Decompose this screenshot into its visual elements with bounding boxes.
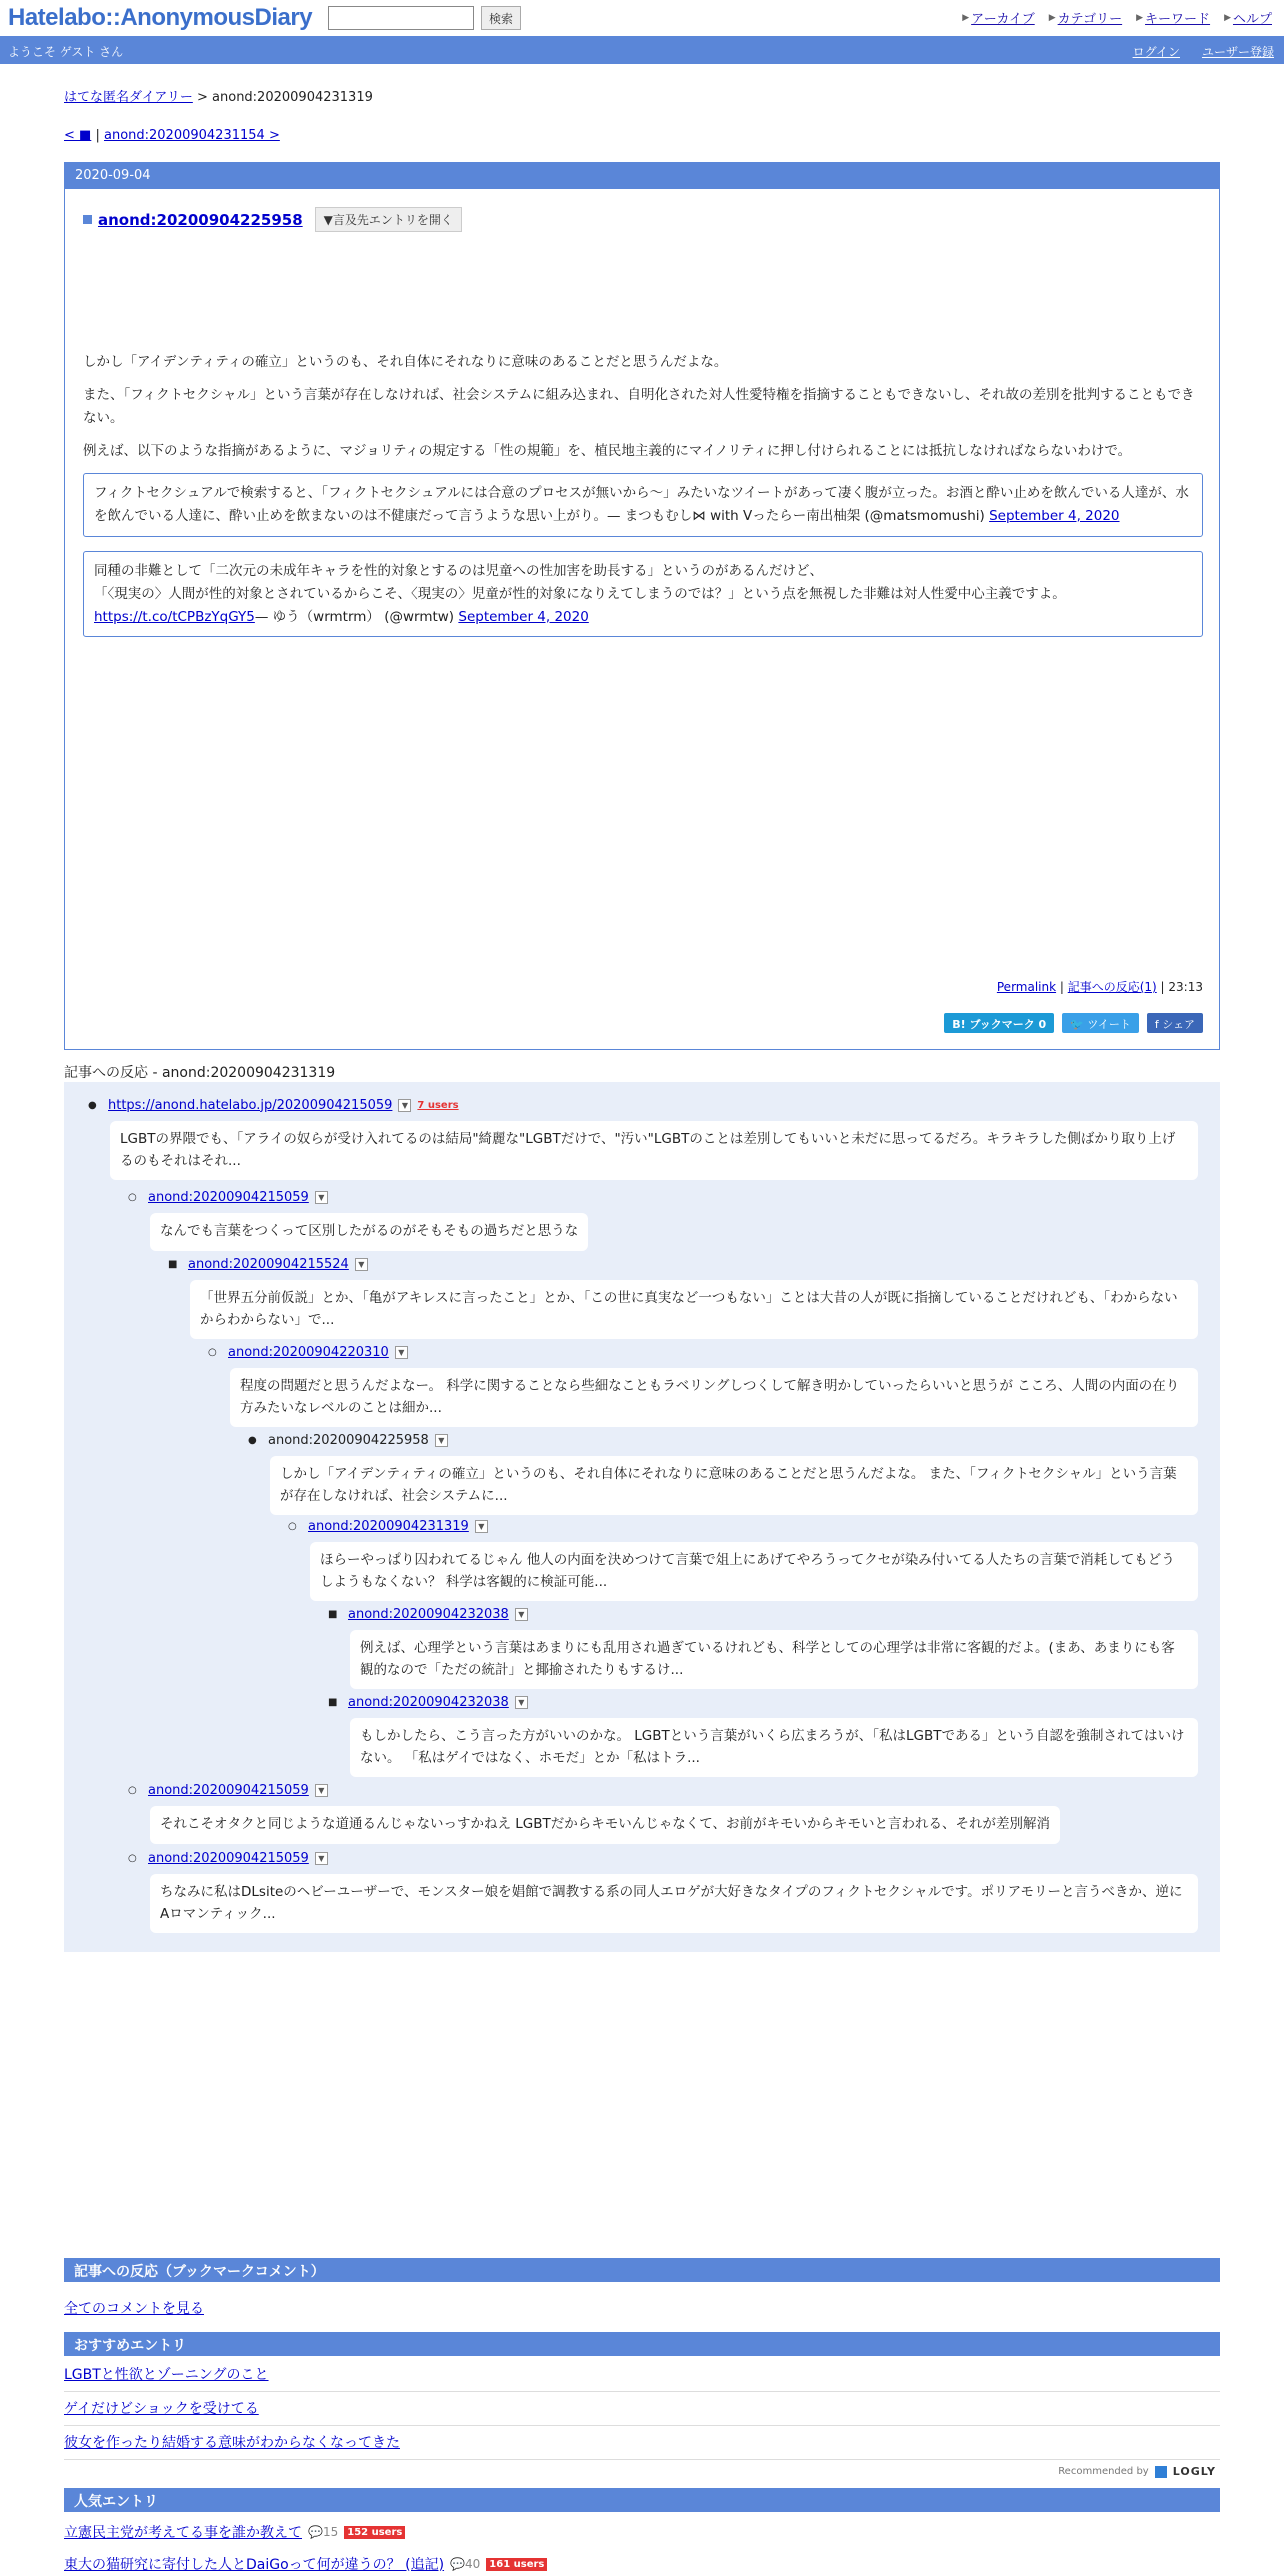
nav-archive[interactable] <box>962 8 1035 27</box>
reaction-link[interactable]: anond:20200904215524 <box>188 1256 349 1272</box>
reaction-item <box>128 1780 1198 1844</box>
reaction-excerpt: LGBTの界隈でも、「アライの奴らが受け入れてるのは結局"綺麗な"LGBTだけで、"汚い"LGBTのことは差別してもいいと未だに思ってるだろ。キラキラした側ばかり取り上げるのもそれはそれ... <box>110 1121 1198 1180</box>
tweet-button[interactable] <box>1062 1013 1139 1033</box>
next-entry-link[interactable]: anond:20200904231154 > <box>103 128 280 143</box>
reaction-link[interactable]: anond:20200904215059 <box>148 1782 309 1798</box>
bullet-icon: ● <box>88 1099 97 1111</box>
bullet-icon: ○ <box>288 1520 297 1532</box>
reactions-panel <box>64 1082 1220 1952</box>
reaction-excerpt: もしかしたら、こう言った方がいいのかな。 LGBTという言葉がいくら広まろうが、「私はLGBTである」という自認を強制されてはいけない。 「私はゲイではなく、ホモだ」とか「私はトラ... <box>350 1718 1198 1777</box>
prev-next-nav <box>64 128 280 143</box>
bullet-icon: ○ <box>128 1852 137 1864</box>
reaction-title: anond:20200904225958 <box>268 1432 429 1448</box>
users-badge[interactable]: 152 users <box>344 2526 405 2539</box>
nav-keyword-link[interactable]: キーワード <box>1145 12 1211 27</box>
tweet-text: フィクトセクシュアルで検索すると、「フィクトセクシュアルには合意のプロセスが無いから～」みたいなツイートがあって凄く腹が立った。お酒と酔い止めを飲んでいる人達が、水を飲んでいる人達に、酔い止めを飲まないのは不健康だって言うような思い上がり。— まつもむし⋈ with Vったらー南出柚架 (@matsmomushi) <box>94 484 1189 524</box>
facebook-icon: f <box>1154 1018 1163 1031</box>
nav-archive-link[interactable]: アーカイブ <box>971 12 1035 27</box>
reaction-link[interactable]: https://anond.hatelabo.jp/20200904215059 <box>108 1097 393 1113</box>
tweet-author: — ゆう（wrmtrm） (@wrmtw) <box>254 608 455 625</box>
recommended-link[interactable]: LGBTと性欲とゾーニングのこと <box>64 2367 269 2383</box>
reaction-link[interactable]: anond:20200904232038 <box>348 1606 509 1622</box>
recommended-heading: おすすめエントリ <box>64 2332 1220 2356</box>
welcome-bar <box>0 36 1284 64</box>
comment-icon: 💬 <box>450 2557 465 2571</box>
recommended-item <box>64 2358 1220 2392</box>
popular-item <box>64 2522 405 2542</box>
users-badge[interactable]: 7 users <box>417 1099 459 1111</box>
dropdown-icon[interactable]: ▼ <box>475 1520 488 1533</box>
search-input[interactable] <box>328 6 474 30</box>
breadcrumb-separator: > <box>196 90 208 105</box>
entry-paragraph: 例えば、以下のような指摘があるように、マジョリティの規定する「性の規範」を、植民地主義的にマイノリティに押し付けられることには抵抗しなければならないわけで。 <box>83 442 1132 459</box>
breadcrumb-current: anond:20200904231319 <box>212 90 373 105</box>
reaction-link[interactable]: anond:20200904220310 <box>228 1344 389 1360</box>
comment-count[interactable] <box>450 2557 480 2571</box>
recommended-item <box>64 2392 1220 2426</box>
entry-footer: Permalink | 記事への反応(1) | 23:13 <box>996 980 1203 994</box>
recommended-link[interactable]: 彼女を作ったり結婚する意味がわからなくなってきた <box>64 2435 400 2451</box>
bullet-icon: ■ <box>328 1696 338 1708</box>
tweet-url-link[interactable]: https://t.co/tCPBzYqGY5 <box>94 608 255 625</box>
triangle-icon: ▶ <box>1136 12 1144 23</box>
reaction-item <box>328 1692 1198 1777</box>
entry-date: 2020-09-04 <box>65 163 1219 189</box>
nav-category[interactable] <box>1049 8 1122 27</box>
facebook-share-button[interactable] <box>1147 1013 1203 1033</box>
bullet-icon: ○ <box>128 1191 137 1203</box>
tweet-date-link[interactable]: September 4, 2020 <box>989 507 1120 524</box>
reactions-link[interactable]: 記事への反応(1) <box>1067 980 1157 994</box>
reaction-item <box>88 1095 1198 1180</box>
site-logo[interactable]: Hatelabo::AnonymousDiary <box>8 4 313 31</box>
reaction-excerpt: なんでも言葉をつくって区別したがるのがそもそもの過ちだと思うな <box>150 1213 588 1251</box>
dropdown-icon[interactable]: ▼ <box>398 1099 411 1112</box>
reaction-excerpt: 例えば、心理学という言葉はあまりにも乱用され過ぎているけれども、科学としての心理学は非常に客観的だよ。(まあ、あまりにも客観的なので「ただの統計」と揶揄されたりもするけ... <box>350 1630 1198 1689</box>
reaction-excerpt: 「世界五分前仮説」とか、「亀がアキレスに言ったこと」とか、「この世に真実など一つもない」ことは大昔の人が既に指摘していることだけれども、「わからないからわからない」で... <box>190 1280 1198 1339</box>
tweet-quote <box>83 551 1203 638</box>
register-link[interactable]: ユーザー登録 <box>1201 45 1274 59</box>
tweet-quote <box>83 473 1203 537</box>
reaction-link[interactable]: anond:20200904215059 <box>148 1850 309 1866</box>
bullet-icon: ○ <box>128 1784 137 1796</box>
dropdown-icon[interactable]: ▼ <box>515 1696 528 1709</box>
reaction-link[interactable]: anond:20200904215059 <box>148 1189 309 1205</box>
comment-count-value: 15 <box>322 2525 339 2539</box>
entry-paragraph: また、「フィクトセクシャル」という言葉が存在しなければ、社会システムに組み込まれ、自明化された対人性愛特権を指摘することもできないし、それ故の差別を批判することもできない。 <box>83 386 1195 426</box>
open-mention-button[interactable]: ▼言及先エントリを開く <box>315 207 462 232</box>
reaction-excerpt: 程度の問題だと思うんだよなー。 科学に関することなら些細なこともラベリングしつくして解き明かしていったらいいと思うが こころ、人間の内面の在り方みたいなレベルのことは細か... <box>230 1368 1198 1427</box>
logly-logo-icon <box>1155 2466 1167 2478</box>
nav-category-link[interactable]: カテゴリー <box>1057 12 1123 27</box>
popular-link[interactable]: 立憲民主党が考えてる事を誰か教えて <box>64 2525 302 2541</box>
nav-keyword[interactable] <box>1136 8 1210 27</box>
dropdown-icon[interactable]: ▼ <box>435 1434 448 1447</box>
entry-title-row <box>83 207 462 232</box>
recommended-link[interactable]: ゲイだけどショックを受けてる <box>64 2401 259 2417</box>
twitter-icon: 🐦 <box>1070 1018 1088 1031</box>
hatena-bookmark-button[interactable]: B! ブックマーク 0 <box>944 1013 1054 1033</box>
logly-logo-text[interactable]: LOGLY <box>1172 2465 1216 2478</box>
reaction-excerpt: ほらーやっぱり囚われてるじゃん 他人の内面を決めつけて言葉で俎上にあげてやろうってクセが染み付いてる人たちの言葉で消耗してもどうしようもなくない？ 科学は客観的に検証可能... <box>310 1542 1198 1601</box>
reaction-item <box>328 1604 1198 1689</box>
square-icon <box>83 215 92 224</box>
users-badge[interactable]: 161 users <box>486 2558 547 2571</box>
dropdown-icon[interactable]: ▼ <box>315 1852 328 1865</box>
bookmark-comments-heading: 記事への反応（ブックマークコメント） <box>64 2258 1220 2282</box>
bullet-icon: ■ <box>168 1258 178 1270</box>
nav-help-link[interactable]: ヘルプ <box>1232 12 1272 27</box>
share-buttons <box>944 1013 1203 1033</box>
top-header <box>0 0 1284 36</box>
triangle-icon: ▶ <box>1224 12 1231 23</box>
tweet-label: ツイート <box>1087 1018 1131 1031</box>
account-links <box>1133 43 1274 60</box>
breadcrumb <box>64 86 373 105</box>
dropdown-icon[interactable]: ▼ <box>315 1784 328 1797</box>
entry-title-link[interactable]: anond:20200904225958 <box>98 210 303 229</box>
triangle-icon: ▶ <box>1048 12 1056 23</box>
reaction-item <box>128 1848 1198 1933</box>
nav-help[interactable] <box>1224 8 1272 27</box>
reaction-item <box>208 1342 1198 1427</box>
popular-heading: 人気エントリ <box>64 2488 1220 2512</box>
all-comments-link[interactable]: 全てのコメントを見る <box>64 2301 204 2317</box>
reaction-link[interactable]: anond:20200904232038 <box>348 1694 509 1710</box>
top-nav <box>962 8 1272 27</box>
reaction-item <box>128 1187 1198 1251</box>
tweet-text: 「〈現実の〉人間が性的対象とされているからこそ、〈現実の〉児童が性的対象になりえてしまうのでは？」という点を無視した非難は対人性愛中心主義ですよ。 <box>94 585 1066 602</box>
reaction-item <box>168 1254 1198 1339</box>
prev-next-separator: | <box>95 128 100 143</box>
reaction-excerpt: しかし「アイデンティティの確立」というのも、それ自体にそれなりに意味のあることだと思うんだよな。 また、「フィクトセクシャル」という言葉が存在しなければ、社会システムに... <box>270 1456 1198 1515</box>
recommended-by-label: Recommended by <box>1058 2466 1149 2477</box>
bullet-icon: ● <box>248 1434 257 1446</box>
bullet-icon: ○ <box>208 1346 217 1358</box>
prev-entry-link[interactable]: < ■ <box>64 128 92 143</box>
dropdown-icon[interactable]: ▼ <box>395 1346 408 1359</box>
tweet-text: 同種の非難として「二次元の未成年キャラを性的対象とするのは児童への性加害を助長する」というのがあるんだけど、 <box>94 562 823 579</box>
entry-body <box>83 351 1203 651</box>
reaction-item <box>288 1516 1198 1601</box>
comment-count-value: 40 <box>465 2557 481 2571</box>
triangle-icon: ▶ <box>962 12 970 23</box>
entry-title <box>83 211 303 229</box>
entry-time: 23:13 <box>1168 980 1203 994</box>
popular-link[interactable]: 東大の猫研究に寄付した人とDaiGoって何が違うの？ (追記) <box>64 2557 445 2573</box>
entry-box <box>64 162 1220 1050</box>
reaction-excerpt: それこそオタクと同じような道通るんじゃないっすかねえ LGBTだからキモいんじゃなくて、お前がキモいからキモいと言われる、それが差別解消 <box>150 1806 1060 1844</box>
popular-item <box>64 2554 547 2574</box>
reaction-link[interactable]: anond:20200904231319 <box>308 1518 469 1534</box>
dropdown-icon[interactable]: ▼ <box>355 1258 368 1271</box>
search-button[interactable]: 検索 <box>481 6 521 30</box>
comment-count[interactable] <box>308 2525 338 2539</box>
reaction-excerpt: ちなみに私はDLsiteのヘビーユーザーで、モンスター娘を娼館で調教する系の同人エロゲが大好きなタイプのフィクトセクシャルです。ポリアモリーと言うべきか、逆にAロマンティック... <box>150 1874 1198 1933</box>
bullet-icon: ■ <box>328 1608 338 1620</box>
comment-icon: 💬 <box>308 2525 323 2539</box>
entry-paragraph: しかし「アイデンティティの確立」というのも、それ自体にそれなりに意味のあることだと思うんだよな。 <box>83 354 728 370</box>
reaction-item-current <box>248 1430 1198 1515</box>
share-label: シェア <box>1162 1018 1195 1031</box>
dropdown-icon[interactable]: ▼ <box>315 1191 328 1204</box>
reactions-heading: 記事への反応 - anond:20200904231319 <box>64 1065 336 1081</box>
tweet-date-link[interactable]: September 4, 2020 <box>458 608 589 625</box>
recommended-item <box>64 2426 1220 2460</box>
dropdown-icon[interactable]: ▼ <box>515 1608 528 1621</box>
welcome-text: ようこそ ゲスト さん <box>8 45 124 59</box>
permalink-link[interactable]: Permalink <box>996 980 1057 994</box>
breadcrumb-home[interactable]: はてな匿名ダイアリー <box>64 90 193 105</box>
login-link[interactable]: ログイン <box>1132 45 1180 59</box>
recommended-by <box>1058 2465 1216 2478</box>
